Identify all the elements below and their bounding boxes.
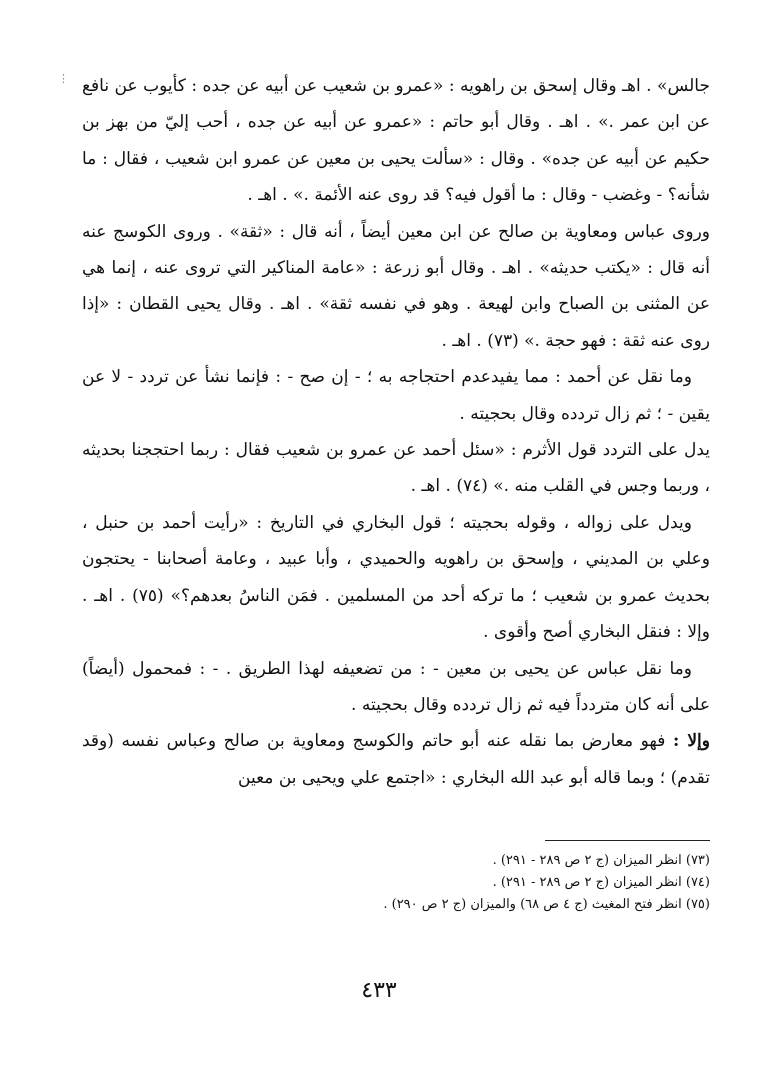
footnote: (٧٥) انظر فتح المغيث (ج ٤ ص ٦٨) والميزان (ج ٢ ص ٢٩٠) . bbox=[383, 897, 710, 912]
paragraph: وما نقل عباس عن يحيى بن معين - : من تضعيفه لهذا الطريق . - : فمحمول (أيضاً) على أنه كان متردداً فيه ثم زال تردده وقال بحجيته . bbox=[82, 658, 710, 715]
paragraph: يدل على التردد قول الأثرم : «سئل أحمد عن عمرو بن شعيب فقال : ربما احتججنا بحديثه ، وربما وجس في القلب منه .» (٧٤) . اهـ . bbox=[82, 440, 710, 497]
footnote: (٧٤) انظر الميزان (ج ٢ ص ٢٨٩ - ٢٩١) . bbox=[492, 875, 710, 890]
paragraph-body: فهو معارض بما نقله عنه أبو حاتم والكوسج ومعاوية بن صالح وعباس نفسه (وقد تقدم) ؛ وبما قاله أبو عبد الله البخاري : «اجتمع علي ويحيى بن معين bbox=[82, 731, 710, 788]
scan-mark: ⋮ bbox=[58, 72, 69, 85]
footnote-divider bbox=[545, 840, 710, 841]
paragraph: وروى عباس ومعاوية بن صالح عن ابن معين أيضاً ، أنه قال : «ثقة» . وروى الكوسج عنه أنه قال : «يكتب حديثه» . اهـ . وقال أبو زرعة : «عامة المناكير التي تروى عنه ، إنما هي عن المثنى بن الصباح وابن لهيعة . وهو في نفسه ثقة» . اهـ . وقال يحيى القطان : «إذا روى عنه ثقة : فهو حجة .» (٧٣) . اهـ . bbox=[82, 221, 710, 351]
paragraph: ويدل على زواله ، وقوله بحجيته ؛ قول البخاري في التاريخ : «رأيت أحمد بن حنبل ، وعلي بن المديني ، وإسحق بن راهويه والحميدي ، وأبا عبيد ، وعامة أصحابنا - يحتجون بحديث عمرو بن شعيب ؛ ما تركه أحد من المسلمين . فمَن الناسُ بعدهم؟» (٧٥) . اهـ . وإلا : فنقل البخاري أصح وأقوى . bbox=[82, 512, 711, 643]
footnote: (٧٣) انظر الميزان (ج ٢ ص ٢٨٩ - ٢٩١) . bbox=[492, 853, 710, 868]
paragraph bbox=[82, 723, 710, 796]
paragraph: جالس» . اهـ وقال إسحق بن راهويه : «عمرو بن شعيب عن أبيه عن جده : كأيوب عن نافع عن ابن عمر .» . اهـ . وقال أبو حاتم : «عمرو عن أبيه عن جده ، أحب إليّ من بهز بن حكيم عن أبيه عن جده» . وقال : «سألت يحيى بن معين عن عمرو ابن شعيب ، فقال : ما شأنه؟ - وغضب - وقال : ما أقول فيه؟ قد روى عنه الأئمة .» . اهـ . bbox=[82, 76, 711, 206]
paragraph-lead: وإلا : bbox=[672, 731, 710, 752]
footnotes bbox=[300, 850, 710, 916]
paragraph: وما نقل عن أحمد : مما يفيدعدم احتجاجه به ؛ - إن صح - : فإنما نشأ عن تردد - لا عن يقين - ؛ ثم زال تردده وقال بحجيته . bbox=[82, 367, 710, 424]
page-number: ٤٣٣ bbox=[361, 978, 397, 1003]
main-text bbox=[82, 68, 710, 796]
